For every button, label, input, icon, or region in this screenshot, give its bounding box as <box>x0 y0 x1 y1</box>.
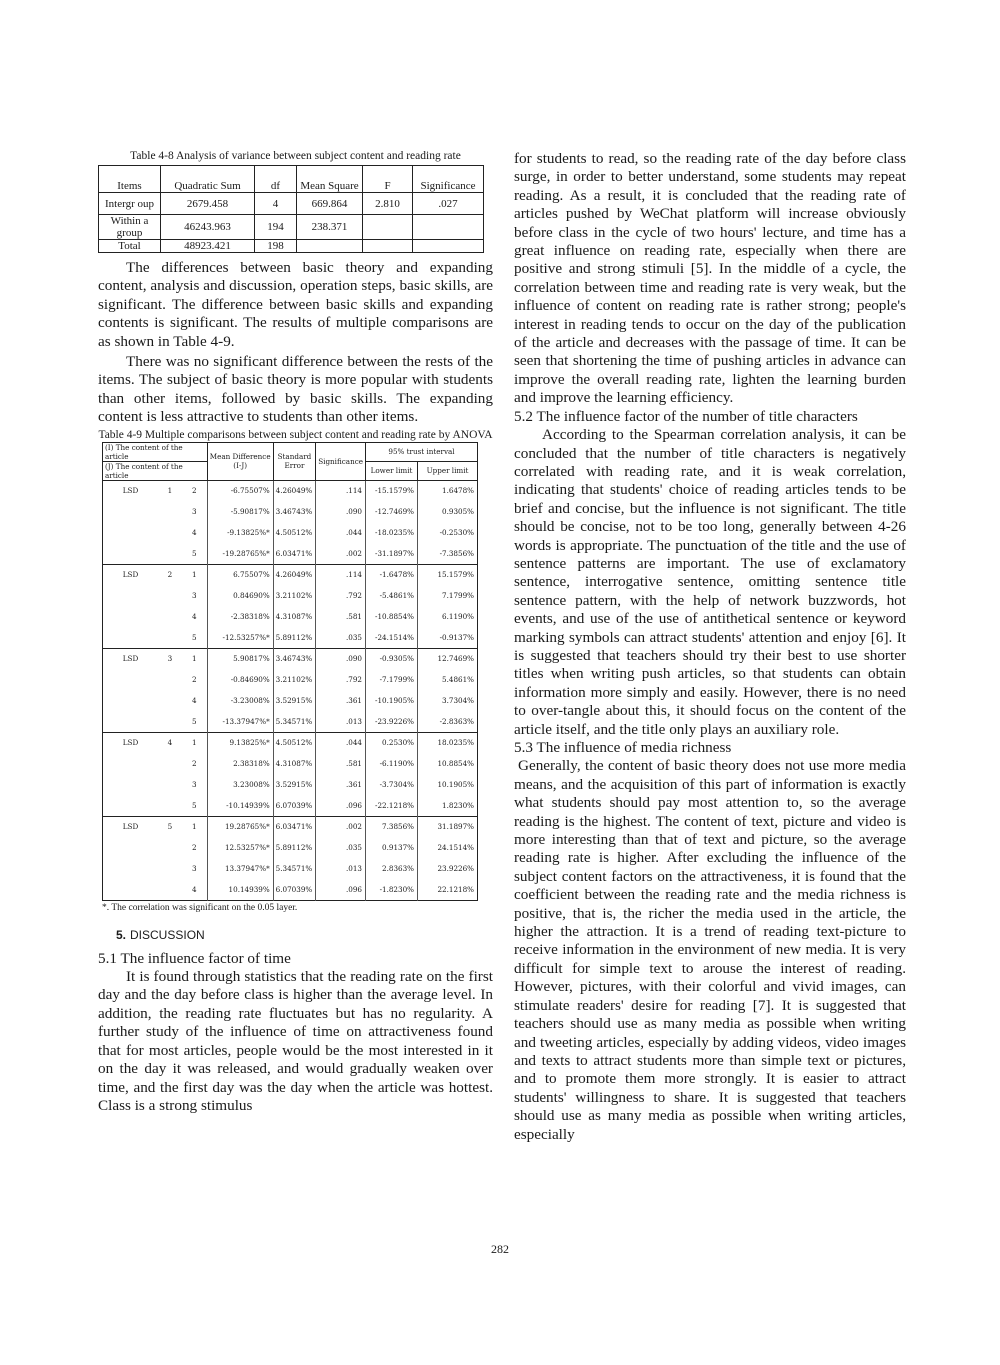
mean-difference-cell: 13.37947%* <box>207 858 273 879</box>
table-row <box>103 564 478 585</box>
mean-difference-cell: -9.13825%* <box>207 522 273 543</box>
significance-cell: .002 <box>316 816 366 837</box>
subsection-heading: 5.1 The influence factor of time <box>98 949 291 967</box>
standard-error-cell: 3.52915% <box>273 774 316 795</box>
section-heading <box>116 928 493 942</box>
significance-cell: .044 <box>316 522 366 543</box>
table-row <box>103 669 478 690</box>
table-4-9-header-ci: 95% trust interval <box>366 442 478 461</box>
method-cell <box>103 585 159 606</box>
lower-limit-cell: -10.1905% <box>366 690 418 711</box>
j-cell: 2 <box>182 480 207 501</box>
table-cell <box>297 240 363 253</box>
table-cell: Within a group <box>99 215 161 240</box>
j-cell: 2 <box>191 843 197 853</box>
table-4-8-header: Quadratic Sum <box>161 166 255 193</box>
table-row <box>103 522 478 543</box>
standard-error-cell: 6.03471% <box>273 816 316 837</box>
table-row <box>103 795 478 816</box>
standard-error-cell: 5.89112% <box>273 837 316 858</box>
standard-error-cell: 4.50512% <box>273 522 316 543</box>
table-cell: 2679.458 <box>161 193 255 215</box>
lower-limit-cell: 0.2530% <box>366 732 418 753</box>
j-cell: 1 <box>182 564 207 585</box>
lower-limit-cell: -10.8854% <box>366 606 418 627</box>
table-row <box>103 774 478 795</box>
mean-difference-cell: 2.38318% <box>207 753 273 774</box>
method-cell <box>103 795 159 816</box>
j-cell: 5 <box>191 548 197 558</box>
standard-error-cell: 6.03471% <box>273 543 316 564</box>
table-cell: Total <box>99 240 161 253</box>
table-footnote: *. The correlation was significant on the 0.05 layer. <box>102 902 298 913</box>
table-cell: 46243.963 <box>161 215 255 240</box>
significance-cell: .361 <box>316 774 366 795</box>
table-row <box>103 480 478 501</box>
table-row <box>103 585 478 606</box>
method-cell <box>103 627 159 648</box>
method-cell <box>103 879 159 900</box>
j-cell: 5 <box>191 632 197 642</box>
upper-limit-cell: 1.8230% <box>418 795 478 816</box>
method-cell: LSD <box>103 648 159 669</box>
j-cell: 5 <box>191 800 197 810</box>
upper-limit-cell: 10.1905% <box>418 774 478 795</box>
j-cell: 4 <box>191 884 197 894</box>
table-cell <box>363 240 413 253</box>
table-cell: 669.864 <box>297 193 363 215</box>
significance-cell: .114 <box>316 480 366 501</box>
upper-limit-cell: -7.3856% <box>418 543 478 564</box>
standard-error-cell: 3.21102% <box>273 669 316 690</box>
table-4-8-header: Mean Square <box>297 166 363 193</box>
lower-limit-cell: -6.1190% <box>366 753 418 774</box>
significance-cell: .096 <box>316 795 366 816</box>
upper-limit-cell: -2.8363% <box>418 711 478 732</box>
table-row <box>103 690 478 711</box>
table-row <box>103 711 478 732</box>
table-4-8-header: Significance <box>413 166 484 193</box>
upper-limit-cell: 10.8854% <box>418 753 478 774</box>
i-cell: 5 <box>158 816 182 837</box>
i-cell <box>158 522 182 543</box>
upper-limit-cell: 23.9226% <box>418 858 478 879</box>
mean-difference-cell: 10.14939% <box>207 879 273 900</box>
table-row <box>103 501 478 522</box>
mean-difference-cell: -12.53257%* <box>207 627 273 648</box>
table-row <box>103 606 478 627</box>
i-cell <box>158 543 182 564</box>
standard-error-cell: 5.34571% <box>273 858 316 879</box>
method-cell <box>103 711 159 732</box>
upper-limit-cell: -0.2530% <box>418 522 478 543</box>
table-row <box>99 193 484 215</box>
significance-cell: .035 <box>316 627 366 648</box>
upper-limit-cell: 5.4861% <box>418 669 478 690</box>
table-row <box>103 837 478 858</box>
table-cell: .027 <box>413 193 484 215</box>
table-row <box>103 858 478 879</box>
subsection-heading: 5.2 The influence factor of the number of title characters <box>514 407 858 425</box>
lower-limit-cell: -5.4861% <box>366 585 418 606</box>
subsection-heading: 5.3 The influence of media richness <box>514 739 732 756</box>
upper-limit-cell: 3.7304% <box>418 690 478 711</box>
table-4-9-header-sig: Significance <box>316 442 366 480</box>
table-4-9-header-md: Mean Difference (I-J) <box>207 442 273 480</box>
table-4-8-header: F <box>363 166 413 193</box>
mean-difference-cell: -6.75507% <box>207 480 273 501</box>
upper-limit-cell: -0.9137% <box>418 627 478 648</box>
table-row <box>103 543 478 564</box>
method-cell <box>103 858 159 879</box>
mean-difference-cell: 5.90817% <box>207 648 273 669</box>
table-4-9 <box>102 442 478 901</box>
table-4-8-header: df <box>255 166 297 193</box>
mean-difference-cell: -13.37947%* <box>207 711 273 732</box>
table-cell: 2.810 <box>363 193 413 215</box>
page-number: 282 <box>491 1242 509 1256</box>
standard-error-cell: 3.46743% <box>273 648 316 669</box>
method-cell: LSD <box>103 816 159 837</box>
mean-difference-cell: 6.75507% <box>207 564 273 585</box>
lower-limit-cell: -31.1897% <box>366 543 418 564</box>
table-cell: 4 <box>255 193 297 215</box>
table-row <box>99 215 484 240</box>
mean-difference-cell: -19.28765%* <box>207 543 273 564</box>
standard-error-cell: 4.31087% <box>273 606 316 627</box>
table-cell: 194 <box>255 215 297 240</box>
table-row <box>103 648 478 669</box>
table-row <box>103 816 478 837</box>
significance-cell: .792 <box>316 669 366 690</box>
i-cell: 4 <box>158 732 182 753</box>
i-cell <box>158 837 182 858</box>
lower-limit-cell: -1.8230% <box>366 879 418 900</box>
table-4-8-header: Items <box>99 166 161 193</box>
method-cell <box>103 690 159 711</box>
lower-limit-cell: -0.9305% <box>366 648 418 669</box>
j-cell: 3 <box>191 507 197 517</box>
table-4-9-header-j: (J) The content of the article <box>103 461 208 480</box>
i-cell <box>158 690 182 711</box>
lower-limit-cell: -22.1218% <box>366 795 418 816</box>
method-cell <box>103 669 159 690</box>
standard-error-cell: 5.34571% <box>273 711 316 732</box>
significance-cell: .090 <box>316 501 366 522</box>
lower-limit-cell: -23.9226% <box>366 711 418 732</box>
section-title: DISCUSSION <box>130 927 205 942</box>
j-cell: 3 <box>191 780 197 790</box>
i-cell <box>158 501 182 522</box>
lower-limit-cell: -18.0235% <box>366 522 418 543</box>
method-cell: LSD <box>103 480 159 501</box>
method-cell <box>103 774 159 795</box>
mean-difference-cell: -2.38318% <box>207 606 273 627</box>
table-row <box>103 627 478 648</box>
lower-limit-cell: 2.8363% <box>366 858 418 879</box>
table-cell: 238.371 <box>297 215 363 240</box>
standard-error-cell: 4.26049% <box>273 564 316 585</box>
upper-limit-cell: 18.0235% <box>418 732 478 753</box>
upper-limit-cell: 7.1799% <box>418 585 478 606</box>
method-cell <box>103 543 159 564</box>
table-4-9-header-se: Standard Error <box>273 442 316 480</box>
j-cell: 1 <box>182 732 207 753</box>
significance-cell: .581 <box>316 606 366 627</box>
i-cell <box>158 858 182 879</box>
i-cell <box>158 711 182 732</box>
upper-limit-cell: 31.1897% <box>418 816 478 837</box>
i-cell <box>158 753 182 774</box>
lower-limit-cell: -15.1579% <box>366 480 418 501</box>
significance-cell: .581 <box>316 753 366 774</box>
standard-error-cell: 4.26049% <box>273 480 316 501</box>
table-cell: 198 <box>255 240 297 253</box>
upper-limit-cell: 1.6478% <box>418 480 478 501</box>
method-cell: LSD <box>103 732 159 753</box>
significance-cell: .013 <box>316 711 366 732</box>
table-4-9-header-hi: Upper limit <box>418 461 478 480</box>
j-cell: 4 <box>191 612 197 622</box>
table-4-9-header-i: (I) The content of the article <box>103 442 208 461</box>
mean-difference-cell: 0.84690% <box>207 585 273 606</box>
mean-difference-cell: 12.53257%* <box>207 837 273 858</box>
mean-difference-cell: 9.13825%* <box>207 732 273 753</box>
table-4-9-header-lo: Lower limit <box>366 461 418 480</box>
method-cell <box>103 522 159 543</box>
j-cell: 3 <box>191 591 197 601</box>
left-column <box>98 150 493 1115</box>
lower-limit-cell: -3.7304% <box>366 774 418 795</box>
body-paragraph: The differences between basic theory and expanding content, analysis and discussion, operation steps, basic skills, are significant. The difference between basic skills and expanding contents is significant. The results of multiple comparisons are as shown in Table 4-9. <box>98 259 493 350</box>
lower-limit-cell: 0.9137% <box>366 837 418 858</box>
mean-difference-cell: -0.84690% <box>207 669 273 690</box>
i-cell <box>158 795 182 816</box>
table-cell <box>413 215 484 240</box>
table-row <box>99 240 484 253</box>
standard-error-cell: 4.50512% <box>273 732 316 753</box>
standard-error-cell: 4.31087% <box>273 753 316 774</box>
table-4-9-caption: Table 4-9 Multiple comparisons between subject content and reading rate by ANOVA <box>98 428 493 441</box>
j-cell: 2 <box>191 759 197 769</box>
table-4-9-body <box>103 480 478 900</box>
upper-limit-cell: 6.1190% <box>418 606 478 627</box>
table-cell <box>413 240 484 253</box>
j-cell: 4 <box>191 528 197 538</box>
lower-limit-cell: -7.1799% <box>366 669 418 690</box>
table-row <box>103 753 478 774</box>
table-cell: Intergr oup <box>99 193 161 215</box>
upper-limit-cell: 12.7469% <box>418 648 478 669</box>
significance-cell: .114 <box>316 564 366 585</box>
i-cell <box>158 669 182 690</box>
i-cell: 2 <box>158 564 182 585</box>
i-cell <box>158 879 182 900</box>
mean-difference-cell: 3.23008% <box>207 774 273 795</box>
section-number: 5. <box>116 927 127 942</box>
body-paragraph: for students to read, so the reading rate of the day before class surge, in order to better understand, some students may repeat reading. As a result, it is concluded that the reading rate of articles pushed by WeChat platform will increase obviously before class in the cycle of two hours' lecture, and time has a great influence on reading rate, especially when there are positive and strong stimuli [5]. In the middle of a cycle, the correlation between time and reading rate is very weak, but the influence of content on reading rate is rather strong; people's interest in reading tends to occur on the day of the publication of the article and decreases with the passage of time. It can be seen that shortening the time of pushing articles in advance can improve the overall reading rate, lighten the learning burden and improve the learning efficiency. <box>514 150 906 407</box>
body-paragraph: There was no significant difference between the rests of the items. The subject of basic theory is more popular with students than other items, followed by basic skills. The expanding content is less attractive to students than other items. <box>98 353 493 426</box>
upper-limit-cell: 0.9305% <box>418 501 478 522</box>
i-cell <box>158 606 182 627</box>
body-paragraph: It is found through statistics that the reading rate on the first day and the day before class is higher than the average level. In addition, the reading rate fluctuates but has no regularity. A further study of the influence of time on attractiveness found that for most articles, people would be the most interested in it on the day it was released, and would gradually weaken over time, and the first day was the day when the article was hottest. Class is a strong stimulus <box>98 968 493 1114</box>
j-cell: 4 <box>191 696 197 706</box>
method-cell <box>103 837 159 858</box>
method-cell <box>103 501 159 522</box>
i-cell: 1 <box>158 480 182 501</box>
i-cell <box>158 774 182 795</box>
significance-cell: .013 <box>316 858 366 879</box>
standard-error-cell: 3.46743% <box>273 501 316 522</box>
i-cell <box>158 627 182 648</box>
j-cell: 1 <box>182 648 207 669</box>
mean-difference-cell: 19.28765%* <box>207 816 273 837</box>
i-cell <box>158 585 182 606</box>
significance-cell: .044 <box>316 732 366 753</box>
significance-cell: .035 <box>316 837 366 858</box>
standard-error-cell: 3.52915% <box>273 690 316 711</box>
upper-limit-cell: 15.1579% <box>418 564 478 585</box>
significance-cell: .361 <box>316 690 366 711</box>
lower-limit-cell: -24.1514% <box>366 627 418 648</box>
significance-cell: .792 <box>316 585 366 606</box>
mean-difference-cell: -3.23008% <box>207 690 273 711</box>
significance-cell: .002 <box>316 543 366 564</box>
standard-error-cell: 6.07039% <box>273 795 316 816</box>
method-cell <box>103 753 159 774</box>
mean-difference-cell: -5.90817% <box>207 501 273 522</box>
lower-limit-cell: -1.6478% <box>366 564 418 585</box>
significance-cell: .096 <box>316 879 366 900</box>
lower-limit-cell: 7.3856% <box>366 816 418 837</box>
j-cell: 1 <box>182 816 207 837</box>
upper-limit-cell: 22.1218% <box>418 879 478 900</box>
j-cell: 2 <box>191 675 197 685</box>
table-cell <box>363 215 413 240</box>
method-cell <box>103 606 159 627</box>
table-4-8-caption: Table 4-8 Analysis of variance between subject content and reading rate <box>130 150 461 162</box>
body-paragraph: Generally, the content of basic theory does not use more media means, and the acquisition of this part of information is exactly what students should pay most attention to, so the average reading is the highest. The content of text, picture and video is more interesting than that of text and picture, so the average reading rate is higher. After excluding the influence of the subject content factors on the attractiveness, it is found that the coefficient between the reading rate and the media richness is positive, that is, the richer the media used in the article, the higher the attraction. It is a trend of reading text-picture to receive information in the environment of new media. It is very difficult for simple text to arouse the interest of reading. However, pictures, with their colorful and vivid images, can stimulate readers' desire for reading [7]. It is suggested that teachers should use as many media as possible when writing and tweeting articles, especially by adding videos, video images and texts to attract students more than simple text or pictures, and to promote them more strongly. It is easier to attract students' willingness to share. It is suggested that teachers should use as many media as possible when writing articles, especially <box>514 757 906 1143</box>
table-4-8 <box>98 165 484 253</box>
method-cell: LSD <box>103 564 159 585</box>
j-cell: 5 <box>191 716 197 726</box>
right-column <box>514 150 906 1144</box>
standard-error-cell: 5.89112% <box>273 627 316 648</box>
standard-error-cell: 3.21102% <box>273 585 316 606</box>
body-paragraph: According to the Spearman correlation analysis, it can be concluded that the number of title characters is negatively correlated with reading rate, and it is weak correlation, indicating that students' choice of reading articles tends to be brief and concise, but the influence is not significant. The title should be concise, not to be too long, generally between 4-26 words is appropriate. The punctuation of the title and the use of sentence patterns are important. The use of exclamatory sentence, interrogative sentence, omitting sentence title sentence pattern, with the help of network buzzwords, hot events, and use of the use of antithetical sentence or keyword marking symbols can attract students' attention and enjoy [6]. It is suggested that teachers should try their best to use shorter titles when writing push articles, so that students can obtain information more simply and easily. However, there is no need to over-tangle about this, it should focus on the content of the article itself, and the title only plays an auxiliary role. <box>514 426 906 738</box>
i-cell: 3 <box>158 648 182 669</box>
table-cell: 48923.421 <box>161 240 255 253</box>
table-row <box>103 732 478 753</box>
standard-error-cell: 6.07039% <box>273 879 316 900</box>
j-cell: 3 <box>191 864 197 874</box>
lower-limit-cell: -12.7469% <box>366 501 418 522</box>
table-row <box>103 879 478 900</box>
mean-difference-cell: -10.14939% <box>207 795 273 816</box>
significance-cell: .090 <box>316 648 366 669</box>
upper-limit-cell: 24.1514% <box>418 837 478 858</box>
